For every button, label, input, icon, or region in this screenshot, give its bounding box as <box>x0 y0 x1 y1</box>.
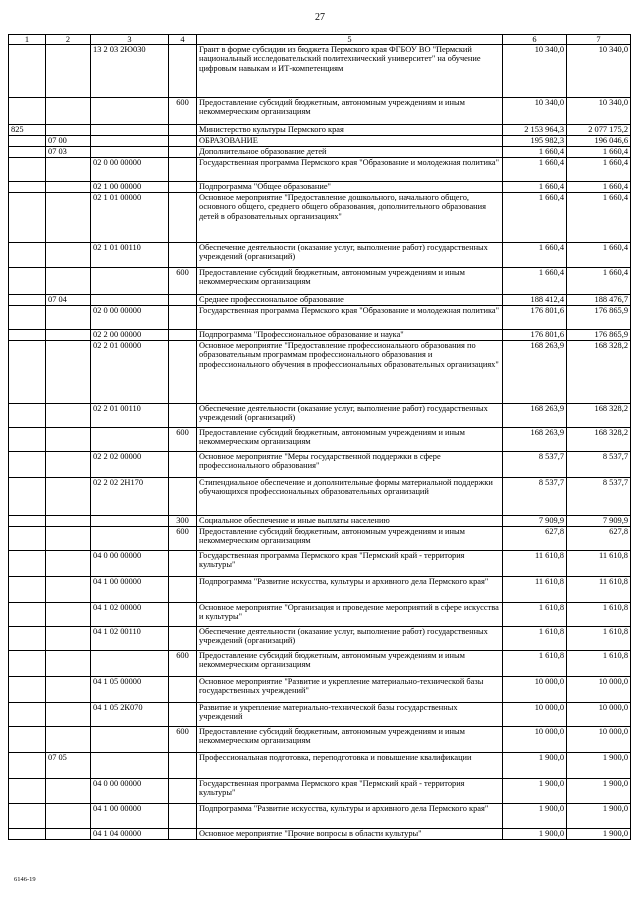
amount-2021: 11 610,8 <box>567 577 631 603</box>
ministry-code <box>9 753 46 779</box>
amount-2020: 168 263,9 <box>503 341 567 404</box>
header-col-5: 5 <box>197 35 503 45</box>
expense-type-code <box>169 330 197 341</box>
ministry-code <box>9 627 46 651</box>
ministry-code <box>9 404 46 428</box>
item-name: Основное мероприятие "Меры государственной поддержки в сфере профессионального образования" <box>197 452 503 478</box>
amount-2021: 1 900,0 <box>567 829 631 840</box>
ministry-code <box>9 428 46 452</box>
table-row <box>9 125 631 136</box>
target-article-code: 02 2 02 00000 <box>91 452 169 478</box>
amount-2020: 11 610,8 <box>503 577 567 603</box>
target-article-code: 04 1 05 2К070 <box>91 703 169 727</box>
ministry-code <box>9 577 46 603</box>
target-article-code: 02 0 00 00000 <box>91 158 169 182</box>
amount-2020: 10 340,0 <box>503 98 567 125</box>
ministry-code <box>9 829 46 840</box>
target-article-code <box>91 295 169 306</box>
table-row <box>9 577 631 603</box>
ministry-code: 825 <box>9 125 46 136</box>
expense-type-code: 600 <box>169 98 197 125</box>
expense-type-code: 300 <box>169 516 197 527</box>
table-row <box>9 182 631 193</box>
item-name: Среднее профессиональное образование <box>197 295 503 306</box>
table-row <box>9 45 631 98</box>
section-code <box>46 779 91 804</box>
header-col-7: 7 <box>567 35 631 45</box>
section-code <box>46 627 91 651</box>
item-name: Предоставление субсидий бюджетным, автономным учреждениям и иным некоммерческим организациям <box>197 98 503 125</box>
table-row <box>9 603 631 627</box>
footer-code: 6146-19 <box>14 876 36 883</box>
table-row <box>9 330 631 341</box>
expense-type-code <box>169 125 197 136</box>
item-name: Предоставление субсидий бюджетным, автономным учреждениям и иным некоммерческим организациям <box>197 651 503 677</box>
expense-type-code <box>169 478 197 516</box>
amount-2021: 1 660,4 <box>567 182 631 193</box>
target-article-code <box>91 651 169 677</box>
target-article-code: 02 0 00 00000 <box>91 306 169 330</box>
amount-2020: 1 610,8 <box>503 627 567 651</box>
item-name: Основное мероприятие "Развитие и укрепление материально-технической базы государственных учреждений" <box>197 677 503 703</box>
amount-2021: 10 000,0 <box>567 727 631 753</box>
table-row <box>9 727 631 753</box>
section-code <box>46 804 91 829</box>
expense-type-code: 600 <box>169 651 197 677</box>
item-name: Государственная программа Пермского края "Образование и молодежная политика" <box>197 158 503 182</box>
table-row <box>9 243 631 268</box>
section-code <box>46 527 91 551</box>
section-code: 07 00 <box>46 136 91 147</box>
amount-2020: 168 263,9 <box>503 428 567 452</box>
section-code <box>46 603 91 627</box>
table-row <box>9 452 631 478</box>
table-row <box>9 306 631 330</box>
target-article-code: 04 0 00 00000 <box>91 779 169 804</box>
amount-2021: 1 660,4 <box>567 268 631 295</box>
expense-type-code: 600 <box>169 268 197 295</box>
target-article-code: 02 2 01 00110 <box>91 404 169 428</box>
ministry-code <box>9 603 46 627</box>
expense-type-code <box>169 779 197 804</box>
target-article-code <box>91 268 169 295</box>
section-code <box>46 651 91 677</box>
amount-2020: 1 660,4 <box>503 158 567 182</box>
header-col-6: 6 <box>503 35 567 45</box>
target-article-code: 04 1 02 00000 <box>91 603 169 627</box>
item-name: Подпрограмма "Профессиональное образование и наука" <box>197 330 503 341</box>
table-row <box>9 404 631 428</box>
amount-2020: 176 801,6 <box>503 306 567 330</box>
target-article-code <box>91 98 169 125</box>
expense-type-code: 600 <box>169 428 197 452</box>
expense-type-code <box>169 804 197 829</box>
item-name: Грант в форме субсидии из бюджета Пермского края ФГБОУ ВО "Пермский национальный исследовательский политехнический университет" на обучение цифровым навыкам и ИТ-компетенциям <box>197 45 503 98</box>
target-article-code: 04 1 00 00000 <box>91 804 169 829</box>
expense-type-code <box>169 193 197 243</box>
item-name: Основное мероприятие "Организация и проведение мероприятий в сфере искусства и культуры" <box>197 603 503 627</box>
expense-type-code <box>169 603 197 627</box>
expense-type-code: 600 <box>169 527 197 551</box>
header-col-3: 3 <box>91 35 169 45</box>
target-article-code: 02 2 02 2Н170 <box>91 478 169 516</box>
item-name: Обеспечение деятельности (оказание услуг, выполнение работ) государственных учреждений (организаций) <box>197 627 503 651</box>
item-name: Министерство культуры Пермского края <box>197 125 503 136</box>
section-code: 07 03 <box>46 147 91 158</box>
item-name: Подпрограмма "Общее образование" <box>197 182 503 193</box>
ministry-code <box>9 268 46 295</box>
amount-2021: 168 328,2 <box>567 404 631 428</box>
amount-2020: 8 537,7 <box>503 452 567 478</box>
expense-type-code <box>169 158 197 182</box>
section-code <box>46 404 91 428</box>
expense-type-code <box>169 136 197 147</box>
section-code <box>46 677 91 703</box>
ministry-code <box>9 182 46 193</box>
item-name: Государственная программа Пермского края "Образование и молодежная политика" <box>197 306 503 330</box>
target-article-code <box>91 125 169 136</box>
target-article-code: 13 2 03 2Ю030 <box>91 45 169 98</box>
ministry-code <box>9 295 46 306</box>
amount-2021: 1 900,0 <box>567 753 631 779</box>
amount-2020: 1 660,4 <box>503 243 567 268</box>
ministry-code <box>9 452 46 478</box>
item-name: Профессиональная подготовка, переподготовка и повышение квалификации <box>197 753 503 779</box>
section-code <box>46 428 91 452</box>
section-code <box>46 341 91 404</box>
amount-2020: 1 900,0 <box>503 804 567 829</box>
amount-2021: 1 900,0 <box>567 804 631 829</box>
table-row <box>9 428 631 452</box>
target-article-code: 02 1 01 00000 <box>91 193 169 243</box>
amount-2020: 627,8 <box>503 527 567 551</box>
amount-2021: 1 610,8 <box>567 651 631 677</box>
item-name: Предоставление субсидий бюджетным, автономным учреждениям и иным некоммерческим организациям <box>197 428 503 452</box>
ministry-code <box>9 779 46 804</box>
item-name: Обеспечение деятельности (оказание услуг, выполнение работ) государственных учреждений (организаций) <box>197 243 503 268</box>
table-row <box>9 478 631 516</box>
amount-2021: 188 476,7 <box>567 295 631 306</box>
amount-2021: 196 046,6 <box>567 136 631 147</box>
ministry-code <box>9 193 46 243</box>
expense-type-code <box>169 829 197 840</box>
ministry-code <box>9 243 46 268</box>
expense-type-code <box>169 577 197 603</box>
ministry-code <box>9 341 46 404</box>
ministry-code <box>9 306 46 330</box>
expense-type-code <box>169 243 197 268</box>
amount-2020: 10 000,0 <box>503 727 567 753</box>
amount-2020: 10 000,0 <box>503 703 567 727</box>
expense-type-code <box>169 677 197 703</box>
section-code: 07 05 <box>46 753 91 779</box>
amount-2021: 176 865,9 <box>567 330 631 341</box>
table-row <box>9 136 631 147</box>
table-row <box>9 804 631 829</box>
item-name: Предоставление субсидий бюджетным, автономным учреждениям и иным некоммерческим организациям <box>197 727 503 753</box>
table-row <box>9 158 631 182</box>
section-code <box>46 727 91 753</box>
item-name: Государственная программа Пермского края "Пермский край - территория культуры" <box>197 551 503 577</box>
item-name: Предоставление субсидий бюджетным, автономным учреждениям и иным некоммерческим организациям <box>197 527 503 551</box>
expense-type-code <box>169 306 197 330</box>
item-name: Основное мероприятие "Предоставление профессионального образования по образовательным программам профессионального образования и профессионального обучения в профессиональных образовательных организациях" <box>197 341 503 404</box>
ministry-code <box>9 330 46 341</box>
section-code <box>46 516 91 527</box>
ministry-code <box>9 527 46 551</box>
table-row <box>9 193 631 243</box>
amount-2020: 2 153 964,3 <box>503 125 567 136</box>
section-code <box>46 98 91 125</box>
table-row <box>9 753 631 779</box>
item-name: Социальное обеспечение и иные выплаты населению <box>197 516 503 527</box>
ministry-code <box>9 98 46 125</box>
ministry-code <box>9 158 46 182</box>
budget-table <box>8 34 631 840</box>
item-name: Развитие и укрепление материально-технической базы государственных учреждений <box>197 703 503 727</box>
amount-2020: 1 660,4 <box>503 268 567 295</box>
target-article-code: 04 1 05 00000 <box>91 677 169 703</box>
table-row <box>9 829 631 840</box>
header-row <box>9 35 631 45</box>
amount-2021: 10 340,0 <box>567 98 631 125</box>
amount-2020: 1 610,8 <box>503 603 567 627</box>
target-article-code: 04 0 00 00000 <box>91 551 169 577</box>
target-article-code <box>91 516 169 527</box>
amount-2020: 1 900,0 <box>503 779 567 804</box>
item-name: Основное мероприятие "Предоставление дошкольного, начального общего, основного общего, среднего общего образования, дополнительного образования детей в образовательных организациях" <box>197 193 503 243</box>
expense-type-code <box>169 341 197 404</box>
expense-type-code: 600 <box>169 727 197 753</box>
amount-2020: 1 900,0 <box>503 829 567 840</box>
expense-type-code <box>169 45 197 98</box>
amount-2021: 8 537,7 <box>567 452 631 478</box>
ministry-code <box>9 804 46 829</box>
target-article-code: 02 1 00 00000 <box>91 182 169 193</box>
amount-2020: 1 610,8 <box>503 651 567 677</box>
item-name: Стипендиальное обеспечение и дополнительные формы материальной поддержки обучающихся профессиональных образовательных организаций <box>197 478 503 516</box>
section-code <box>46 193 91 243</box>
item-name: Подпрограмма "Развитие искусства, культуры и архивного дела Пермского края" <box>197 804 503 829</box>
expense-type-code <box>169 753 197 779</box>
target-article-code: 02 1 01 00110 <box>91 243 169 268</box>
ministry-code <box>9 516 46 527</box>
amount-2020: 1 900,0 <box>503 753 567 779</box>
section-code <box>46 158 91 182</box>
item-name: ОБРАЗОВАНИЕ <box>197 136 503 147</box>
header-col-4: 4 <box>169 35 197 45</box>
amount-2021: 2 077 175,2 <box>567 125 631 136</box>
amount-2020: 195 982,3 <box>503 136 567 147</box>
expense-type-code <box>169 295 197 306</box>
section-code <box>46 452 91 478</box>
table-row <box>9 651 631 677</box>
expense-type-code <box>169 551 197 577</box>
table-row <box>9 779 631 804</box>
ministry-code <box>9 551 46 577</box>
amount-2020: 1 660,4 <box>503 182 567 193</box>
amount-2020: 176 801,6 <box>503 330 567 341</box>
section-code <box>46 306 91 330</box>
section-code <box>46 703 91 727</box>
table-row <box>9 268 631 295</box>
table-body <box>9 45 631 840</box>
amount-2021: 1 660,4 <box>567 158 631 182</box>
table-row <box>9 677 631 703</box>
ministry-code <box>9 651 46 677</box>
section-code <box>46 45 91 98</box>
amount-2020: 188 412,4 <box>503 295 567 306</box>
target-article-code <box>91 527 169 551</box>
section-code <box>46 243 91 268</box>
amount-2021: 1 610,8 <box>567 603 631 627</box>
target-article-code: 02 2 00 00000 <box>91 330 169 341</box>
page-number: 27 <box>315 12 325 23</box>
ministry-code <box>9 703 46 727</box>
section-code <box>46 268 91 295</box>
table-row <box>9 551 631 577</box>
target-article-code: 04 1 02 00110 <box>91 627 169 651</box>
ministry-code <box>9 147 46 158</box>
amount-2020: 11 610,8 <box>503 551 567 577</box>
table-row <box>9 516 631 527</box>
item-name: Обеспечение деятельности (оказание услуг, выполнение работ) государственных учреждений (организаций) <box>197 404 503 428</box>
ministry-code <box>9 478 46 516</box>
item-name: Предоставление субсидий бюджетным, автономным учреждениям и иным некоммерческим организациям <box>197 268 503 295</box>
amount-2021: 1 660,4 <box>567 147 631 158</box>
table-row <box>9 627 631 651</box>
expense-type-code <box>169 627 197 651</box>
table-row <box>9 98 631 125</box>
expense-type-code <box>169 404 197 428</box>
section-code <box>46 125 91 136</box>
target-article-code <box>91 147 169 158</box>
amount-2021: 627,8 <box>567 527 631 551</box>
amount-2021: 1 900,0 <box>567 779 631 804</box>
section-code <box>46 829 91 840</box>
ministry-code <box>9 136 46 147</box>
amount-2020: 10 340,0 <box>503 45 567 98</box>
target-article-code: 04 1 04 00000 <box>91 829 169 840</box>
target-article-code: 04 1 00 00000 <box>91 577 169 603</box>
ministry-code <box>9 45 46 98</box>
amount-2020: 1 660,4 <box>503 147 567 158</box>
amount-2020: 7 909,9 <box>503 516 567 527</box>
amount-2021: 11 610,8 <box>567 551 631 577</box>
expense-type-code <box>169 452 197 478</box>
amount-2021: 176 865,9 <box>567 306 631 330</box>
amount-2020: 168 263,9 <box>503 404 567 428</box>
item-name: Дополнительное образование детей <box>197 147 503 158</box>
target-article-code <box>91 136 169 147</box>
item-name: Подпрограмма "Развитие искусства, культуры и архивного дела Пермского края" <box>197 577 503 603</box>
ministry-code <box>9 727 46 753</box>
target-article-code <box>91 753 169 779</box>
section-code <box>46 577 91 603</box>
header-col-1: 1 <box>9 35 46 45</box>
section-code <box>46 478 91 516</box>
amount-2021: 10 340,0 <box>567 45 631 98</box>
section-code <box>46 330 91 341</box>
item-name: Основное мероприятие "Прочие вопросы в области культуры" <box>197 829 503 840</box>
table-row <box>9 341 631 404</box>
amount-2021: 1 660,4 <box>567 243 631 268</box>
amount-2021: 1 610,8 <box>567 627 631 651</box>
amount-2021: 1 660,4 <box>567 193 631 243</box>
table-row <box>9 147 631 158</box>
amount-2021: 7 909,9 <box>567 516 631 527</box>
amount-2021: 168 328,2 <box>567 428 631 452</box>
amount-2021: 10 000,0 <box>567 677 631 703</box>
expense-type-code <box>169 182 197 193</box>
table-row <box>9 703 631 727</box>
amount-2020: 1 660,4 <box>503 193 567 243</box>
target-article-code <box>91 428 169 452</box>
item-name: Государственная программа Пермского края "Пермский край - территория культуры" <box>197 779 503 804</box>
expense-type-code <box>169 703 197 727</box>
section-code <box>46 551 91 577</box>
amount-2021: 8 537,7 <box>567 478 631 516</box>
amount-2021: 168 328,2 <box>567 341 631 404</box>
amount-2020: 8 537,7 <box>503 478 567 516</box>
section-code: 07 04 <box>46 295 91 306</box>
header-col-2: 2 <box>46 35 91 45</box>
section-code <box>46 182 91 193</box>
amount-2021: 10 000,0 <box>567 703 631 727</box>
table-row <box>9 295 631 306</box>
amount-2020: 10 000,0 <box>503 677 567 703</box>
target-article-code: 02 2 01 00000 <box>91 341 169 404</box>
ministry-code <box>9 677 46 703</box>
table-row <box>9 527 631 551</box>
expense-type-code <box>169 147 197 158</box>
target-article-code <box>91 727 169 753</box>
